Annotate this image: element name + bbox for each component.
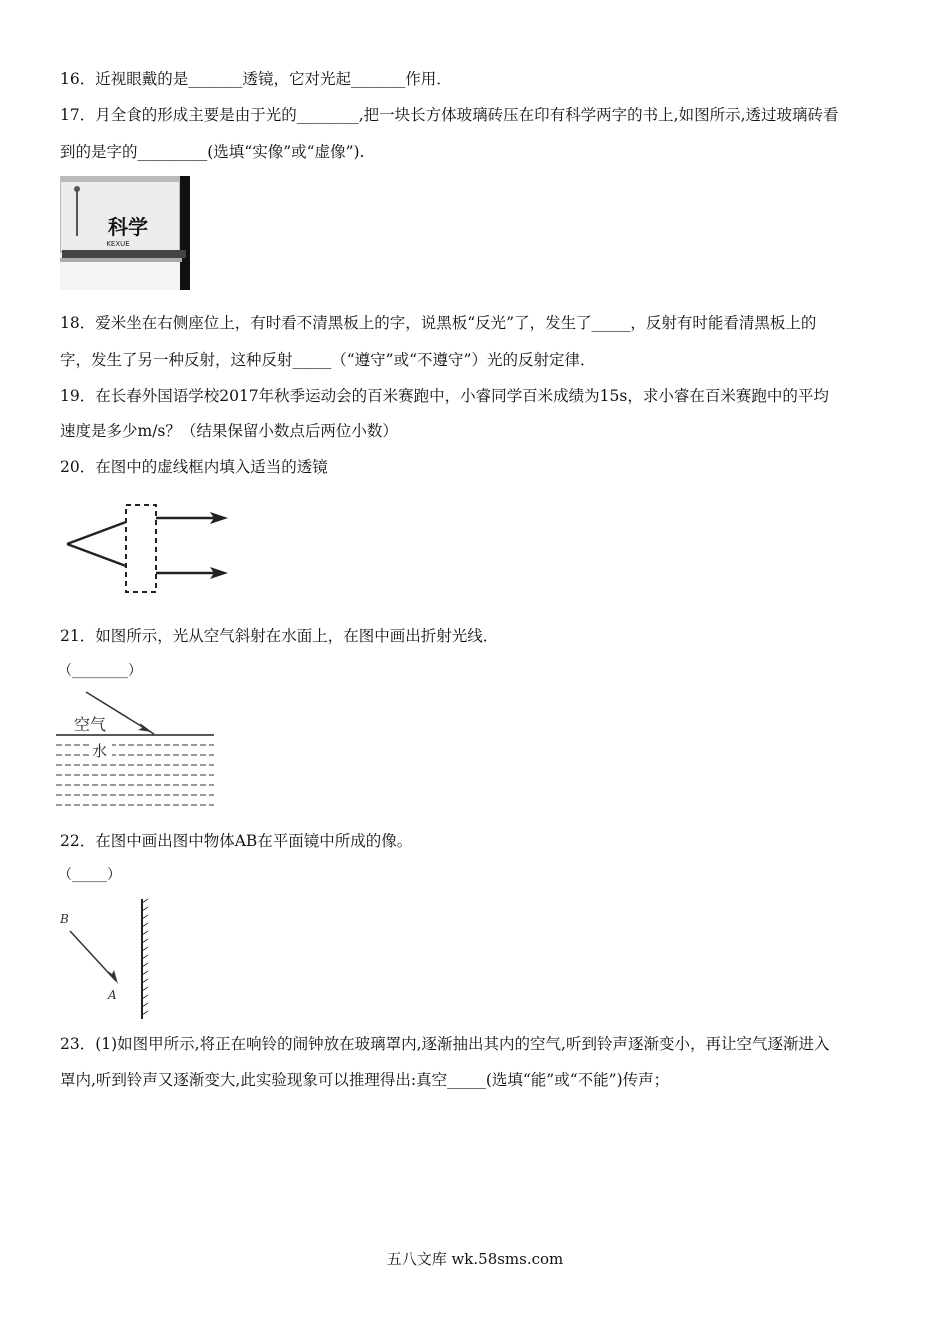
label-point-a: A <box>108 988 117 1002</box>
lens-box-figure <box>62 500 237 598</box>
label-point-b: B <box>60 912 69 926</box>
question-18-text-line1: 18．爱米坐在右侧座位上，有时看不清黑板上的字，说黑板“反光”了，发生了_____，反射有时能看清黑板上的 <box>60 314 817 332</box>
refraction-figure <box>56 690 216 810</box>
glass-block-figure <box>60 176 190 290</box>
question-16-text: 16．近视眼戴的是_______透镜，它对光起_______作用． <box>60 70 452 88</box>
figure-text-kexue: 科学 <box>108 215 148 239</box>
label-air: 空气 <box>74 715 107 734</box>
question-17-text-line2: 到的是字的_________(选填“实像”或“虚像”). <box>60 143 365 161</box>
question-21-answer-blank: （________） <box>58 663 142 679</box>
question-23-text-line1: 23．(1)如图甲所示,将正在响铃的闹钟放在玻璃罩内,逐渐抽出其内的空气,听到铃声逐渐变小，再让空气逐渐进入 <box>60 1035 830 1053</box>
question-20-text: 20．在图中的虚线框内填入适当的透镜 <box>60 458 328 476</box>
dashed-lens-box <box>126 505 156 592</box>
question-19-text-line2: 速度是多少m/s？（结果保留小数点后两位小数） <box>60 422 398 440</box>
ray-arrow-icon <box>138 723 152 732</box>
object-ab <box>70 931 116 981</box>
page-footer: 五八文库 wk.58sms.com <box>386 1250 564 1268</box>
object-arrow-icon <box>108 970 118 984</box>
question-19-text-line1: 19．在长春外国语学校2017年秋季运动会的百米赛跑中，小睿同学百米成绩为15s，求小睿在百米赛跑中的平均 <box>60 387 829 405</box>
question-18-text-line2: 字，发生了另一种反射，这种反射_____（“遵守”或“不遵守”）光的反射定律． <box>60 351 596 369</box>
question-22-answer-blank: （_____） <box>58 867 121 883</box>
label-water: 水 <box>92 742 108 760</box>
question-21-text: 21．如图所示，光从空气斜射在水面上，在图中画出折射光线． <box>60 627 499 645</box>
plane-mirror-figure <box>56 895 156 1020</box>
figure-subtext-kexue: KEXUE <box>106 240 130 248</box>
question-17-text-line1: 17．月全食的形成主要是由于光的________,把一块长方体玻璃砖压在印有科学两字的书上,如图所示,透过玻璃砖看 <box>60 106 839 124</box>
question-22-text: 22．在图中画出图中物体AB在平面镜中所成的像。 <box>60 832 413 850</box>
question-23-text-line2: 罩内,听到铃声又逐渐变大,此实验现象可以推理得出:真空_____(选填“能”或“不能”)传声； <box>60 1071 670 1089</box>
